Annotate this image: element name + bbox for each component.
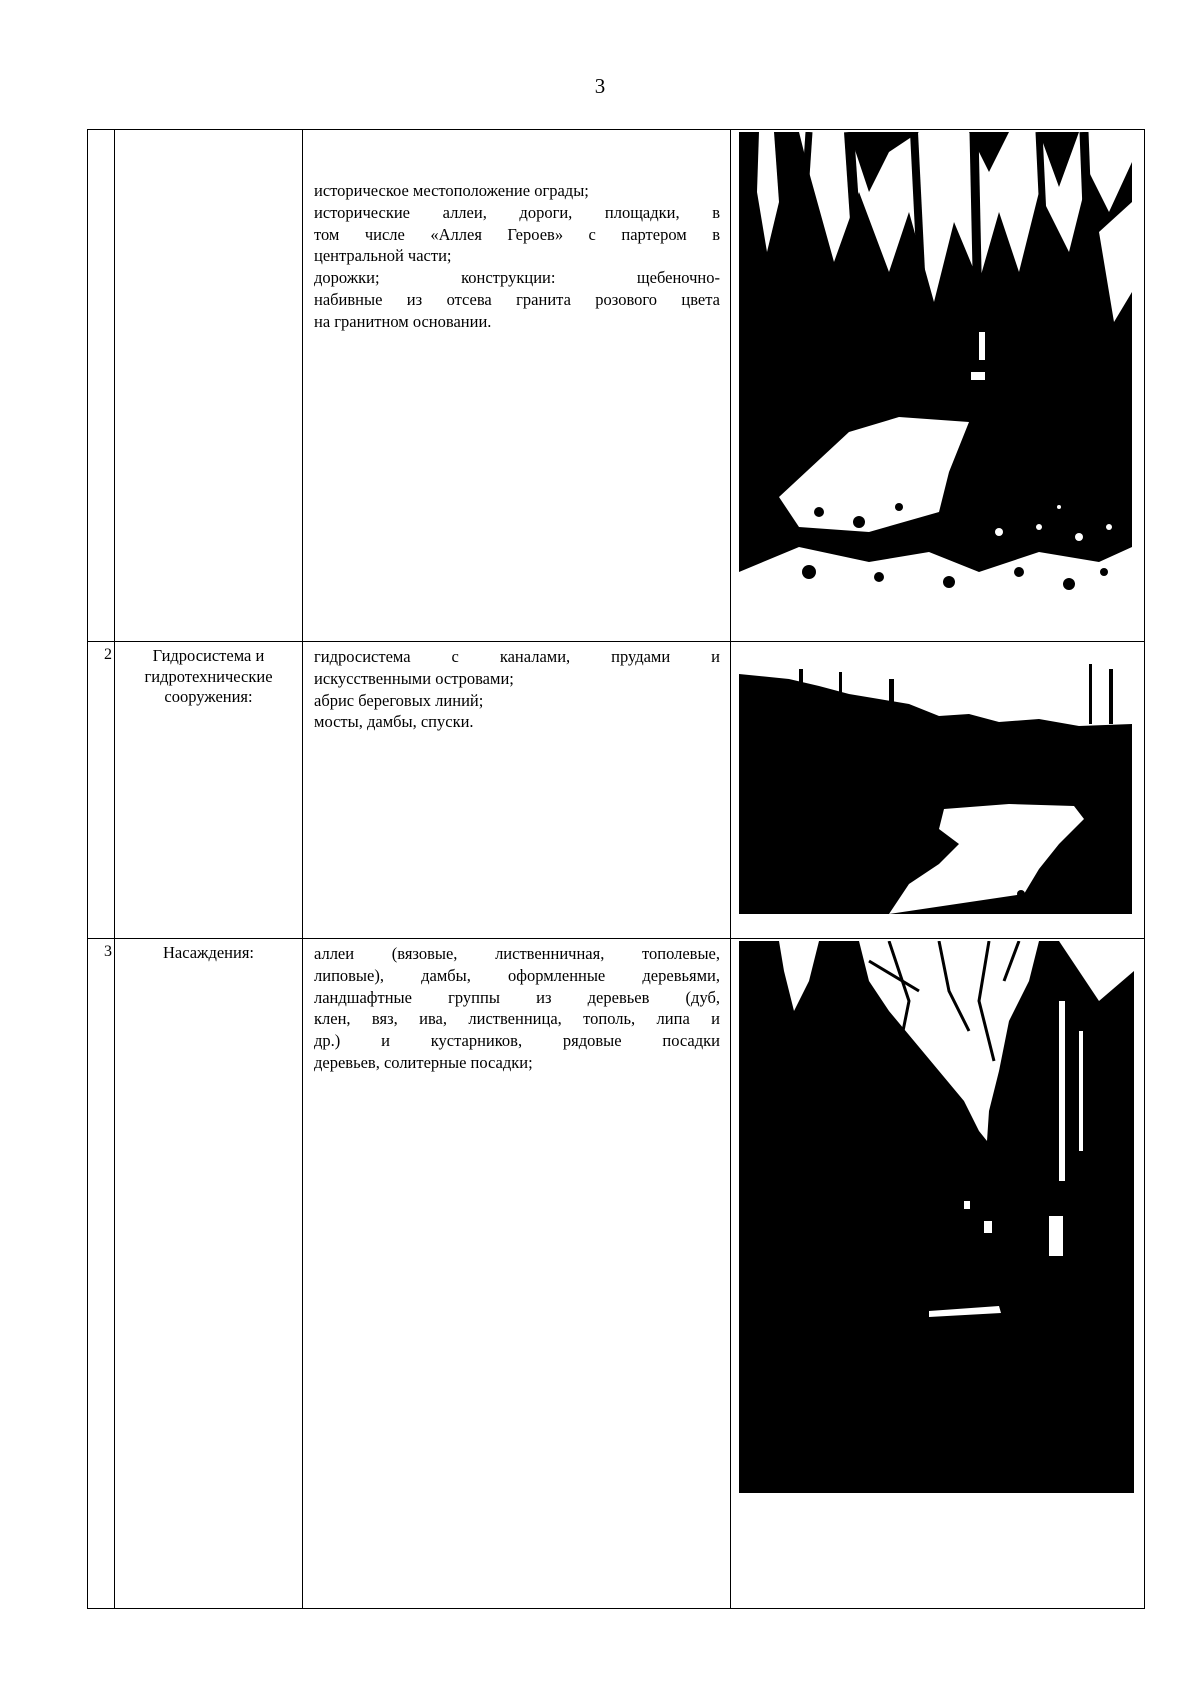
row-name xyxy=(115,130,303,642)
description-line: искусственными островами; xyxy=(314,668,514,688)
heritage-table xyxy=(87,129,1145,1609)
row-description xyxy=(303,642,731,939)
description-line: центральной части; xyxy=(314,246,452,266)
photo-cell xyxy=(731,642,1145,939)
canal-photo xyxy=(739,664,1132,914)
description-line: дорожки; конструкции: щебеночно- xyxy=(314,268,720,288)
description-line: деревьев, солитерные посадки; xyxy=(314,1052,533,1072)
row-number: 2 xyxy=(88,642,115,939)
description-line: набивные из отсева гранита розового цвета xyxy=(314,289,720,309)
row-number: 3 xyxy=(88,939,115,1609)
description-line: клен, вяз, ива, лиственница, тополь, липа и xyxy=(314,1009,720,1029)
description-line: мосты, дамбы, спуски. xyxy=(314,712,474,732)
alley-path-photo xyxy=(739,132,1132,597)
table-row xyxy=(88,130,1145,642)
row-name: Гидросистема и гидротехнические сооружения: xyxy=(115,642,303,939)
description-line: липовые), дамбы, оформленные деревьями, xyxy=(314,965,720,985)
description-line: исторические аллеи, дороги, площадки, в xyxy=(314,202,720,222)
description-line: абрис береговых линий; xyxy=(314,690,484,710)
description-line: гидросистема с каналами, прудами и xyxy=(314,647,720,666)
table-row xyxy=(88,939,1145,1609)
row-description xyxy=(303,130,731,642)
description-line: на гранитном основании. xyxy=(314,311,492,331)
photo-cell xyxy=(731,939,1145,1609)
row-description xyxy=(303,939,731,1609)
description-line: историческое местоположение ограды; xyxy=(314,181,589,200)
photo-cell xyxy=(731,130,1145,642)
description-line: др.) и кустарников, рядовые посадки xyxy=(314,1031,720,1051)
row-name: Насаждения: xyxy=(115,939,303,1609)
row-number xyxy=(88,130,115,642)
table-row xyxy=(88,642,1145,939)
description-line: ландшафтные группы из деревьев (дуб, xyxy=(314,987,720,1007)
description-line: аллеи (вязовые, лиственничная, тополевые, xyxy=(314,944,720,963)
page-number: 3 xyxy=(594,74,606,98)
description-line: том числе «Аллея Героев» с партером в xyxy=(314,224,720,244)
tree-alley-photo xyxy=(739,941,1134,1493)
